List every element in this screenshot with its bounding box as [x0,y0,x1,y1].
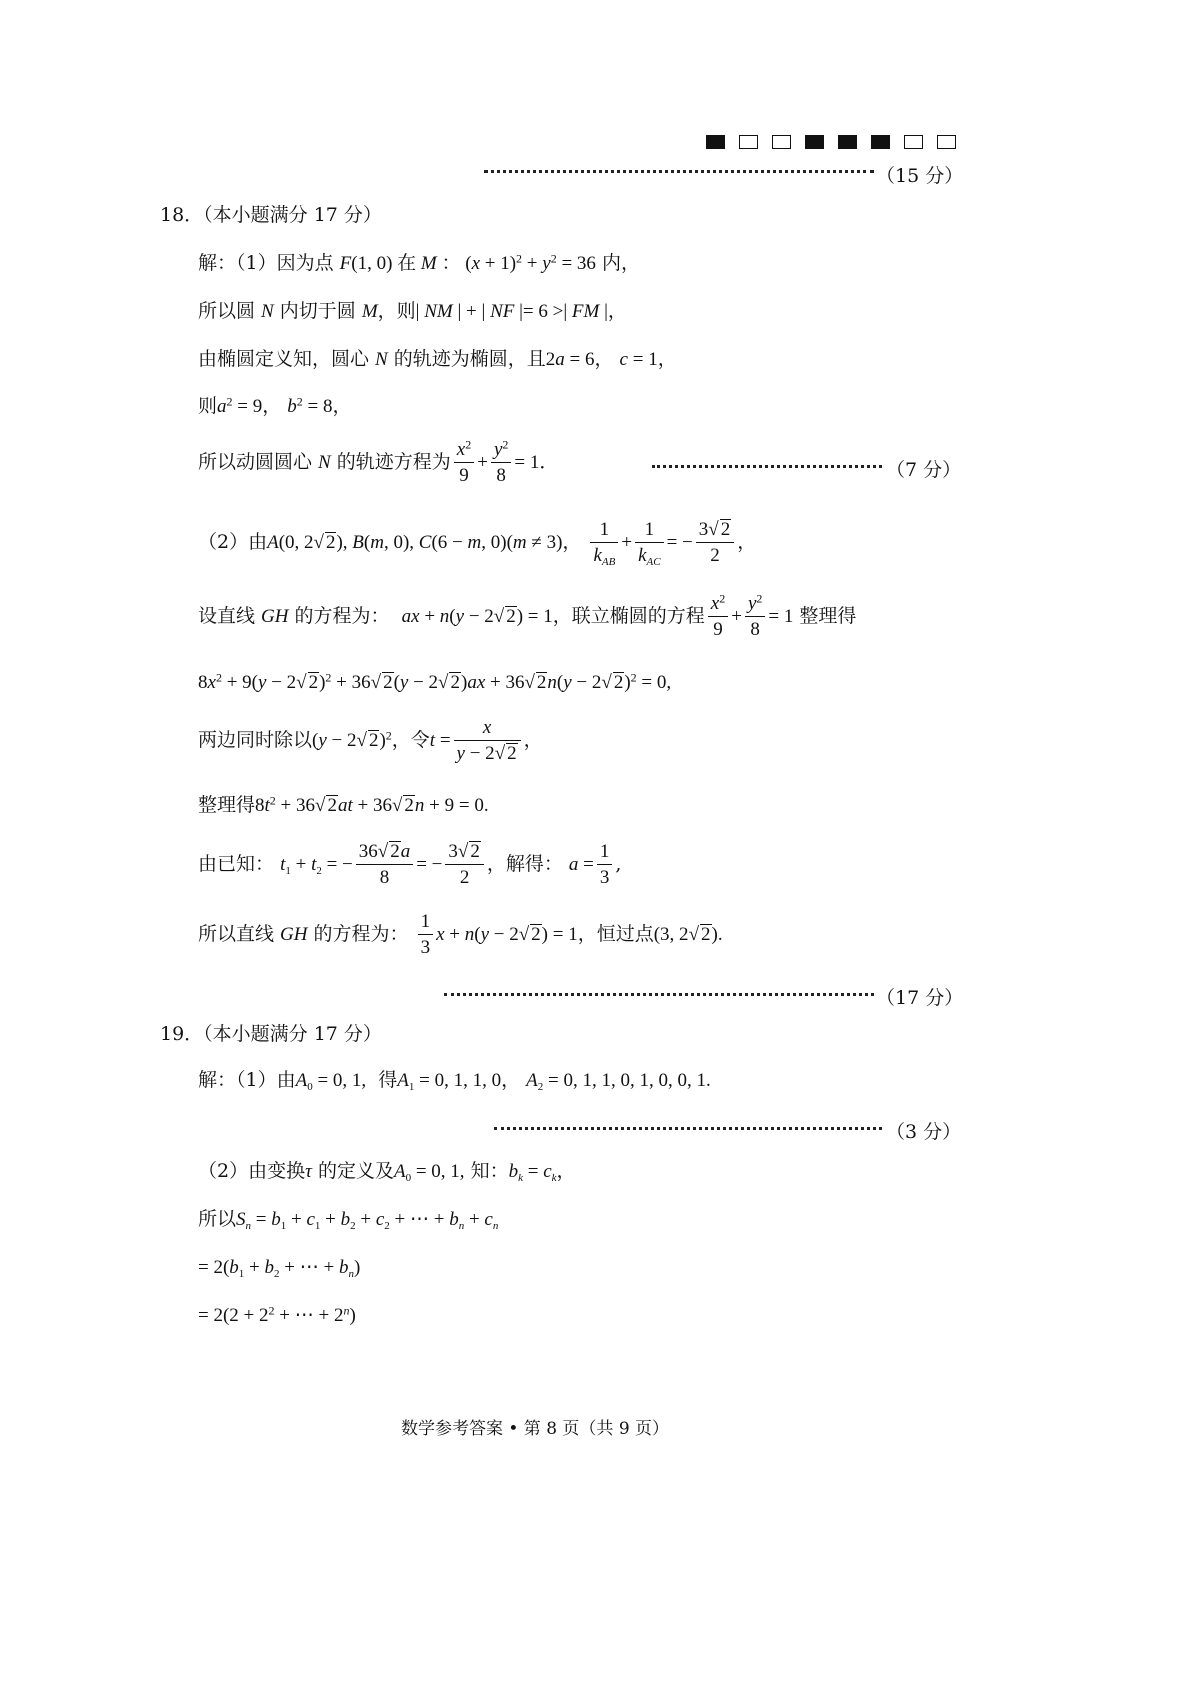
q18-line-1: 解：（1）因为点 F(1, 0) 在 M ： $(x + 1)^2 + y^2 = 36$ 内， [198,251,640,274]
q18-line-6: （2）由A(0, 2√ 2), B(m, 0), C(6 − m, 0)(m ≠ 3)， $\frac{1}{k_{AB}}$ + $\frac{1}{k_{AC}}$ = − $\frac{3√ 2}{2}$ ， [198,519,757,568]
mark-empty [772,135,791,149]
q18-line-8: $8x^2 + 9(y - 2√$ 2)$^2$ + 36√ 2(y − 2√ 2)ax + 36√ 2n(y − 2√ 2)$^2$ = 0, [198,670,672,693]
q18-line-7: 设直线 GH 的方程为： ax + n(y − 2√ 2) = 1，联立椭圆的方程 $\frac{x^2}{9}$ + $\frac{y^2}{8}$ = 1 整理得 [198,591,857,640]
score-17: （17 分） [876,987,964,1009]
q18-line-11: 由已知： $t_1 + t_2$ = − $\frac{36√ 2a}{8}$ = − $\frac{3√ 2}{2}$ ，解得： a = $\frac{1}{3}$ , [198,841,622,888]
score-leader [494,1127,882,1130]
mark-empty [904,135,923,149]
q18-line-12: 所以直线 GH 的方程为： $\frac{1}{3}$ x + n(y − 2√ 2) = 1，恒过点(3, 2√ 2). [198,911,723,958]
mark-filled [805,135,824,149]
score-leader [652,465,882,468]
score-15: （15 分） [876,165,964,187]
score-3: （3 分） [886,1121,962,1143]
q19-heading: 19．（本小题满分 17 分） [160,1023,382,1045]
q19-line-3: 所以$S_n = b_1 + c_1 + b_2 + c_2$ + ⋯ + $b_n + c_n$ [198,1208,499,1232]
q19-line-5: = $2(2 + 2^2$ + ⋯ + $2^n$) [198,1303,356,1326]
page-footer: 数学参考答案 • 第 8 页（共 9 页） [400,1419,670,1439]
score-leader [444,993,874,996]
mark-empty [937,135,956,149]
q18-line-3: 由椭圆定义知，圆心 N 的轨迹为椭圆，且2a = 6， c = 1， [198,348,677,370]
mark-filled [838,135,857,149]
score-7: （7 分） [886,459,962,481]
q18-heading: 18．（本小题满分 17 分） [160,204,382,226]
q19-line-1: 解：（1）由$A_0 = 0$, 1, 得$A_1 = 0$, 1, 1, 0， $A_2 = 0$, 1, 1, 0, 1, 0, 0, 1. [198,1069,711,1093]
q18-line-9: 两边同时除以(y − 2√ 2)$^2$，令t = $\frac{x}{y - 2√ 2}$ ， [198,717,543,764]
q19-line-4: = $2(b_1 + b_2$ + ⋯ + $b_n$) [198,1257,361,1280]
q19-line-2: （2）由变换τ 的定义及$A_0 = 0$, 1, 知：$b_k = c_k$， [198,1160,576,1184]
mark-filled [706,135,725,149]
mark-filled [871,135,890,149]
score-leader [484,170,874,173]
mark-empty [739,135,758,149]
q18-line-5: 所以动圆圆心 N 的轨迹方程为 $\frac{x^2}{9}$ + $\frac{y^2}{8}$ = 1． [198,437,559,486]
q18-line-4: 则$a^2 = 9$， $b^2 = 8$， [198,394,352,417]
q18-line-2: 所以圆 N 内切于圆 M，则| NM | + | NF |= 6 >| FM |， [198,300,627,322]
q18-line-10: 整理得$8t^2 + 36√$ 2at + 36√ 2n + 9 = 0. [198,793,489,816]
